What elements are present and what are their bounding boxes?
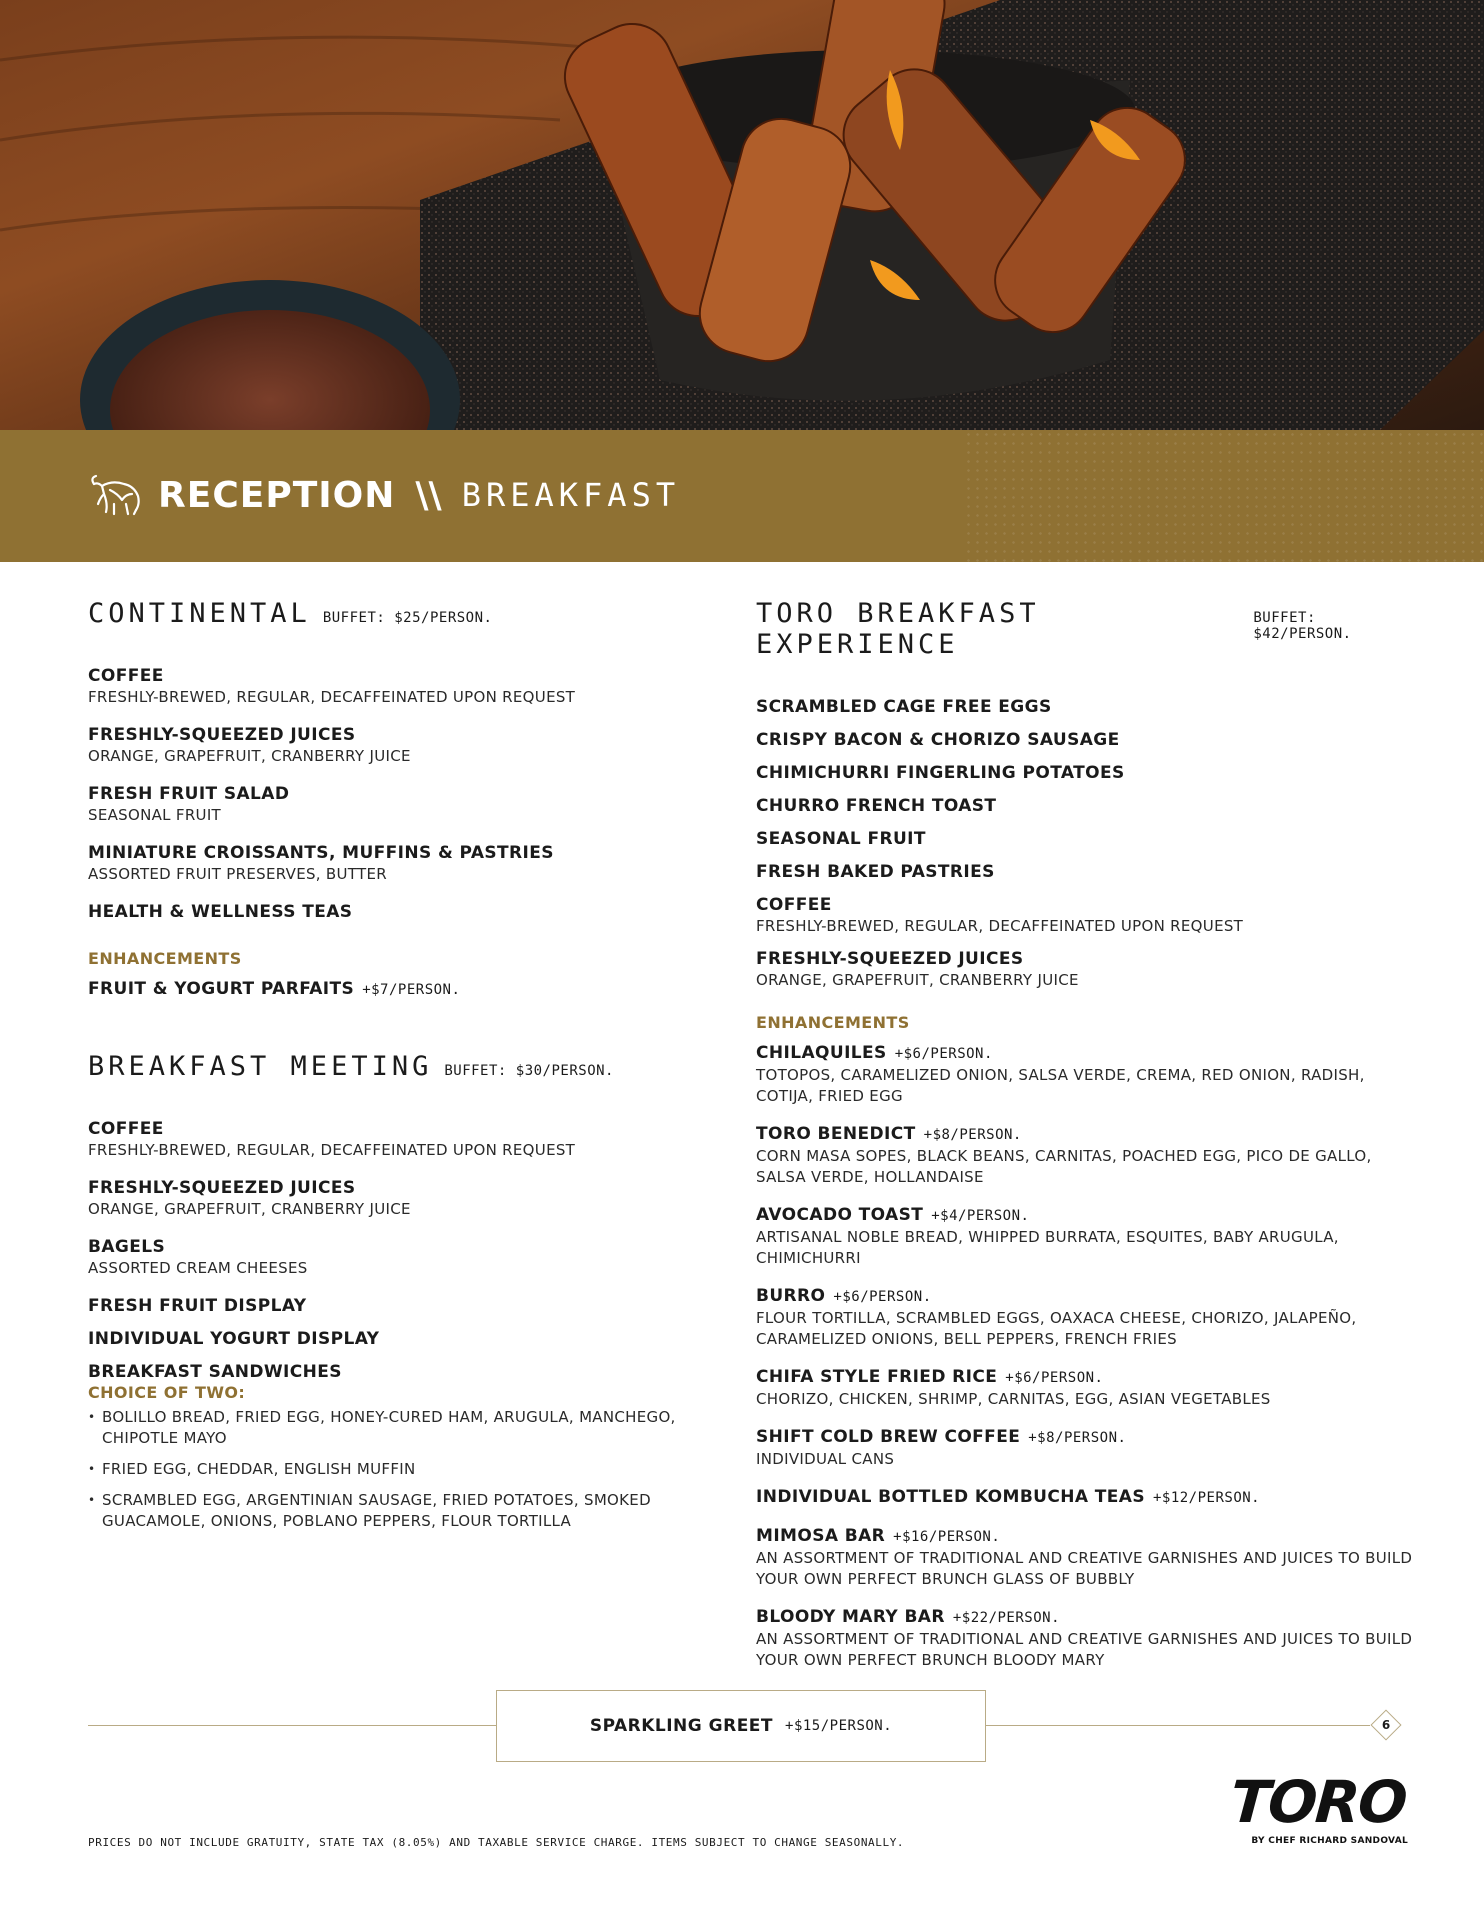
menu-item xyxy=(756,861,1416,883)
enhancement-name: CHIFA STYLE FRIED RICE xyxy=(756,1367,998,1387)
menu-item xyxy=(88,901,688,923)
list-item: • SCRAMBLED EGG, ARGENTINIAN SAUSAGE, FRIED POTATOES, SMOKED GUACAMOLE, ONIONS, POBLANO PEPPERS, FLOUR TORTILLA xyxy=(88,1490,688,1532)
breakfast-meeting-price: BUFFET: $30/PERSON. xyxy=(444,1063,614,1079)
divider-left xyxy=(88,1725,496,1726)
enhancement-name-row xyxy=(756,1366,1416,1389)
menu-item xyxy=(88,1236,688,1279)
list-item: • BOLILLO BREAD, FRIED EGG, HONEY-CURED HAM, ARUGULA, MANCHEGO, CHIPOTLE MAYO xyxy=(88,1407,688,1449)
enhancement-name-row xyxy=(756,1606,1416,1629)
enhancement-item xyxy=(756,1123,1416,1188)
enhancement-item xyxy=(756,1606,1416,1671)
continental-price: BUFFET: $25/PERSON. xyxy=(322,610,493,626)
item-desc: SEASONAL FRUIT xyxy=(88,806,222,824)
item-desc: CHORIZO, CHICKEN, SHRIMP, CARNITAS, EGG, ASIAN VEGETABLES xyxy=(756,1390,1271,1408)
price-disclaimer: PRICES DO NOT INCLUDE GRATUITY, STATE TAX (8.05%) AND TAXABLE SERVICE CHARGE. ITEMS SUBJECT TO CHANGE SEASONALLY. xyxy=(88,1836,905,1849)
sparkling-greet-price: +$15/PERSON. xyxy=(785,1718,893,1734)
enhancement-price: +$6/PERSON. xyxy=(894,1046,993,1062)
band-dot-pattern xyxy=(964,430,1484,562)
enhancement-name-row xyxy=(756,1486,1416,1509)
item-name: MINIATURE CROISSANTS, MUFFINS & PASTRIES xyxy=(88,843,554,863)
hero-photo xyxy=(0,0,1484,430)
menu-item xyxy=(88,842,688,885)
menu-item xyxy=(88,665,688,708)
item-desc: AN ASSORTMENT OF TRADITIONAL AND CREATIVE GARNISHES AND JUICES TO BUILD YOUR OWN PERFECT BRUNCH GLASS OF BUBBLY xyxy=(756,1549,1413,1588)
breakfast-meeting-title: BREAKFAST MEETING xyxy=(88,1051,433,1082)
item-desc: AN ASSORTMENT OF TRADITIONAL AND CREATIVE GARNISHES AND JUICES TO BUILD YOUR OWN PERFECT BRUNCH BLOODY MARY xyxy=(756,1630,1413,1669)
item-name: CHIMICHURRI FINGERLING POTATOES xyxy=(756,763,1125,783)
menu-item xyxy=(88,1177,688,1220)
enhancement-name-row xyxy=(756,1426,1416,1449)
churros-photo-illustration xyxy=(0,0,1484,430)
enhancement-item xyxy=(756,1285,1416,1350)
item-desc: TOTOPOS, CARAMELIZED ONION, SALSA VERDE, CREMA, RED ONION, RADISH, COTIJA, FRIED EGG xyxy=(756,1066,1365,1105)
enhancement-name: BURRO xyxy=(756,1286,826,1306)
toro-experience-title: TORO BREAKFAST EXPERIENCE xyxy=(756,598,1040,660)
choice-label: CHOICE OF TWO: xyxy=(88,1383,246,1402)
list-item: • FRIED EGG, CHEDDAR, ENGLISH MUFFIN xyxy=(88,1459,688,1480)
item-name: CHURRO FRENCH TOAST xyxy=(756,796,997,816)
enhancement-name: CHILAQUILES xyxy=(756,1043,887,1063)
menu-item xyxy=(756,894,1416,937)
item-name: FRESHLY-SQUEEZED JUICES xyxy=(756,949,1024,969)
item-desc: FRESHLY-BREWED, REGULAR, DECAFFEINATED UPON REQUEST xyxy=(88,1141,576,1159)
title-breakfast: BREAKFAST xyxy=(461,476,681,514)
enhancements-label: ENHANCEMENTS xyxy=(88,949,242,968)
item-desc: ORANGE, GRAPEFRUIT, CRANBERRY JUICE xyxy=(88,747,411,765)
logo-byline: BY CHEF RICHARD SANDOVAL xyxy=(1251,1836,1408,1846)
menu-item xyxy=(756,729,1416,751)
enhancement-item xyxy=(756,1486,1416,1509)
menu-item xyxy=(88,724,688,767)
menu-item xyxy=(88,1295,688,1317)
enhancement-price: +$12/PERSON. xyxy=(1152,1490,1261,1506)
enhancement-name: TORO BENEDICT xyxy=(756,1124,916,1144)
enhancement-item xyxy=(756,1525,1416,1590)
toro-experience-price: BUFFET: $42/PERSON. xyxy=(1253,610,1352,642)
enhancement-name-row xyxy=(756,1042,1416,1065)
toro-logo xyxy=(1228,1768,1408,1862)
menu-item xyxy=(88,783,688,826)
right-column xyxy=(756,598,1416,1687)
toro-experience-heading xyxy=(756,598,1416,660)
enhancement-name-row xyxy=(756,1123,1416,1146)
title-separator: \\ xyxy=(415,474,442,516)
enhancement-item xyxy=(756,1426,1416,1470)
enhancement-name-row xyxy=(88,978,688,1001)
menu-item xyxy=(756,696,1416,718)
item-desc: ASSORTED CREAM CHEESES xyxy=(88,1259,308,1277)
item-desc: ORANGE, GRAPEFRUIT, CRANBERRY JUICE xyxy=(756,971,1079,989)
sparkling-greet-box xyxy=(496,1690,986,1762)
enhancement-price: +$4/PERSON. xyxy=(931,1208,1030,1224)
item-name: INDIVIDUAL YOGURT DISPLAY xyxy=(88,1329,380,1349)
enhancement-name-row xyxy=(756,1204,1416,1227)
enhancement-item xyxy=(756,1204,1416,1269)
enhancement-price: +$16/PERSON. xyxy=(893,1529,1001,1545)
enhancement-price: +$7/PERSON. xyxy=(362,982,461,998)
page-number-badge xyxy=(1370,1709,1402,1741)
menu-item xyxy=(756,948,1416,991)
choice-list xyxy=(88,1407,688,1532)
item-desc: FRESHLY-BREWED, REGULAR, DECAFFEINATED UPON REQUEST xyxy=(756,917,1244,935)
item-name: SEASONAL FRUIT xyxy=(756,829,926,849)
item-name: FRESH FRUIT SALAD xyxy=(88,784,290,804)
bull-icon xyxy=(88,470,144,520)
item-name: HEALTH & WELLNESS TEAS xyxy=(88,902,353,922)
menu-item xyxy=(756,762,1416,784)
item-name: COFFEE xyxy=(88,666,164,686)
page-title xyxy=(88,470,680,520)
enhancement-item xyxy=(756,1042,1416,1107)
enhancement-price: +$8/PERSON. xyxy=(923,1127,1022,1143)
enhancement-name: INDIVIDUAL BOTTLED KOMBUCHA TEAS xyxy=(756,1487,1145,1507)
enhancement-price: +$6/PERSON. xyxy=(1005,1370,1104,1386)
enhancement-name-row xyxy=(756,1525,1416,1548)
item-desc: ARTISANAL NOBLE BREAD, WHIPPED BURRATA, ESQUITES, BABY ARUGULA, CHIMICHURRI xyxy=(756,1228,1339,1267)
item-desc: CORN MASA SOPES, BLACK BEANS, CARNITAS, POACHED EGG, PICO DE GALLO, SALSA VERDE, HOLLANDAISE xyxy=(756,1147,1372,1186)
enhancement-name-row xyxy=(756,1285,1416,1308)
item-name: COFFEE xyxy=(756,895,832,915)
menu-item xyxy=(756,828,1416,850)
item-name: FRESHLY-SQUEEZED JUICES xyxy=(88,1178,356,1198)
sparkling-greet-name: SPARKLING GREET xyxy=(589,1716,774,1736)
item-desc: INDIVIDUAL CANS xyxy=(756,1450,895,1468)
enhancement-price: +$8/PERSON. xyxy=(1028,1430,1127,1446)
item-name: BAGELS xyxy=(88,1237,166,1257)
continental-heading xyxy=(88,598,688,629)
breakfast-meeting-heading xyxy=(88,1051,688,1082)
left-column xyxy=(88,598,688,1542)
title-reception: RECEPTION xyxy=(158,474,396,516)
enhancement-name: MIMOSA BAR xyxy=(756,1526,886,1546)
item-name: FRESHLY-SQUEEZED JUICES xyxy=(88,725,356,745)
enhancement-name: FRUIT & YOGURT PARFAITS xyxy=(88,979,355,999)
title-band xyxy=(0,430,1484,562)
item-desc: FLOUR TORTILLA, SCRAMBLED EGGS, OAXACA CHEESE, CHORIZO, JALAPEÑO, CARAMELIZED ONIONS, BELL PEPPERS, FRENCH FRIES xyxy=(756,1309,1357,1348)
item-desc: ASSORTED FRUIT PRESERVES, BUTTER xyxy=(88,865,387,883)
item-desc: FRESHLY-BREWED, REGULAR, DECAFFEINATED UPON REQUEST xyxy=(88,688,576,706)
menu-item xyxy=(88,1361,688,1532)
enhancements-label: ENHANCEMENTS xyxy=(756,1013,910,1032)
enhancement-item xyxy=(756,1366,1416,1410)
enhancement-item xyxy=(88,978,688,1001)
enhancement-name: SHIFT COLD BREW COFFEE xyxy=(756,1427,1021,1447)
item-name: FRESH BAKED PASTRIES xyxy=(756,862,995,882)
enhancement-price: +$22/PERSON. xyxy=(952,1610,1061,1626)
enhancement-price: +$6/PERSON. xyxy=(833,1289,932,1305)
item-name: CRISPY BACON & CHORIZO SAUSAGE xyxy=(756,730,1120,750)
item-name: SCRAMBLED CAGE FREE EGGS xyxy=(756,697,1052,717)
logo-wordmark: TORO xyxy=(1228,1768,1408,1836)
continental-title: CONTINENTAL xyxy=(88,598,311,629)
divider-right xyxy=(986,1725,1370,1726)
enhancement-name: AVOCADO TOAST xyxy=(756,1205,924,1225)
menu-item xyxy=(756,795,1416,817)
menu-item xyxy=(88,1328,688,1350)
enhancement-name: BLOODY MARY BAR xyxy=(756,1607,945,1627)
item-name: COFFEE xyxy=(88,1119,164,1139)
page-number: 6 xyxy=(1381,1718,1391,1732)
item-name: FRESH FRUIT DISPLAY xyxy=(88,1296,307,1316)
menu-item xyxy=(88,1118,688,1161)
item-desc: ORANGE, GRAPEFRUIT, CRANBERRY JUICE xyxy=(88,1200,411,1218)
item-name: BREAKFAST SANDWICHES xyxy=(88,1362,342,1382)
